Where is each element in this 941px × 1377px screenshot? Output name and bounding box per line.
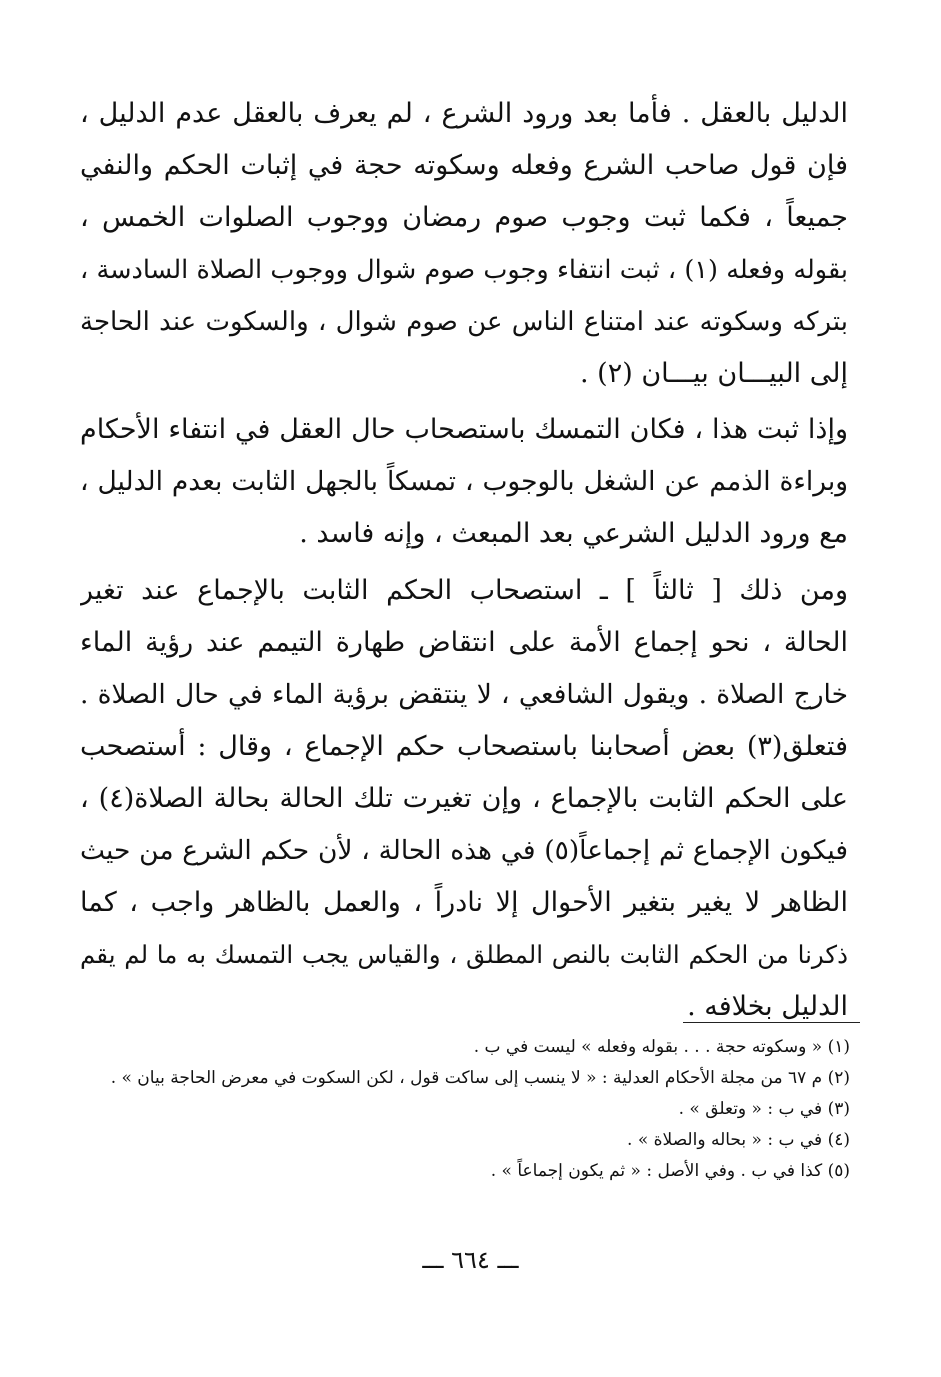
footnote-2: (٢) م ٦٧ من مجلة الأحكام العدلية : « لا ينسب إلى ساكت قول ، لكن السكوت في معرض الحاجة بيان » . — [110, 1068, 850, 1088]
text-line: إلى البيـــان بيـــان (٢) . — [580, 358, 848, 389]
text-line: على الحكم الثابت بالإجماع ، وإن تغيرت تلك الحالة بحالة الصلاة(٤) ، — [80, 783, 848, 814]
footnote-divider — [683, 1022, 860, 1023]
paragraph-1 — [80, 88, 848, 400]
text-line: بقوله وفعله (١) ، ثبت انتفاء وجوب صوم شوال ووجوب الصلاة السادسة ، — [80, 255, 848, 285]
text-line: فإن قول صاحب الشرع وفعله وسكوته حجة في إثبات الحكم والنفي — [80, 150, 848, 181]
text-line: فيكون الإجماع ثم إجماعاً(٥) في هذه الحالة ، لأن حكم الشرع من حيث — [80, 835, 848, 866]
text-line: الظاهر لا يغير بتغير الأحوال إلا نادراً ، والعمل بالظاهر واجب ، كما — [80, 887, 848, 918]
footnotes-list — [80, 1032, 850, 1187]
text-line: ذكرنا من الحكم الثابت بالنص المطلق ، والقياس يجب التمسك به ما لم يقم — [80, 940, 848, 969]
text-line: الدليل بالعقل . فأما بعد ورود الشرع ، لم يعرف بالعقل عدم الدليل ، — [80, 98, 848, 129]
text-line: بتركه وسكوته عند امتناع الناس عن صوم شوال ، والسكوت عند الحاجة — [80, 307, 848, 337]
paragraph-2 — [80, 404, 848, 560]
text-line: وإذا ثبت هذا ، فكان التمسك باستصحاب حال العقل في انتفاء الأحكام — [80, 414, 848, 445]
text-line: خارج الصلاة . ويقول الشافعي ، لا ينتقض برؤية الماء في حال الصلاة . — [80, 679, 848, 710]
text-line: ومن ذلك [ ثالثاً ] ـ استصحاب الحكم الثابت بالإجماع عند تغير — [80, 575, 848, 606]
paragraph-3 — [80, 565, 848, 1033]
text-line: مع ورود الدليل الشرعي بعد المبعث ، وإنه فاسد . — [299, 518, 848, 549]
footnote-5: (٥) كذا في ب . وفي الأصل : « ثم يكون إجماعاً » . — [490, 1161, 850, 1181]
text-line: وبراءة الذمم عن الشغل بالوجوب ، تمسكاً بالجهل الثابت بعدم الدليل ، — [80, 466, 848, 497]
footnote-4: (٤) في ب : « بحاله والصلاة » . — [627, 1130, 850, 1150]
text-line: الحالة ، نحو إجماع الأمة على انتقاض طهارة التيمم عند رؤية الماء — [80, 627, 848, 658]
text-line: جميعاً ، فكما ثبت وجوب صوم رمضان ووجوب الصلوات الخمس ، — [80, 202, 848, 233]
page-number: ـــ ٦٦٤ ـــ — [422, 1246, 519, 1274]
footnote-3: (٣) في ب : « وتعلق » . — [678, 1099, 850, 1119]
text-line: الدليل بخلافه . — [687, 991, 848, 1022]
text-line: فتعلق(٣) بعض أصحابنا باستصحاب حكم الإجماع ، وقال : أستصحب — [80, 731, 848, 762]
footnote-1: (١) « وسكوته حجة . . . بقوله وفعله » ليست في ب . — [473, 1037, 850, 1057]
